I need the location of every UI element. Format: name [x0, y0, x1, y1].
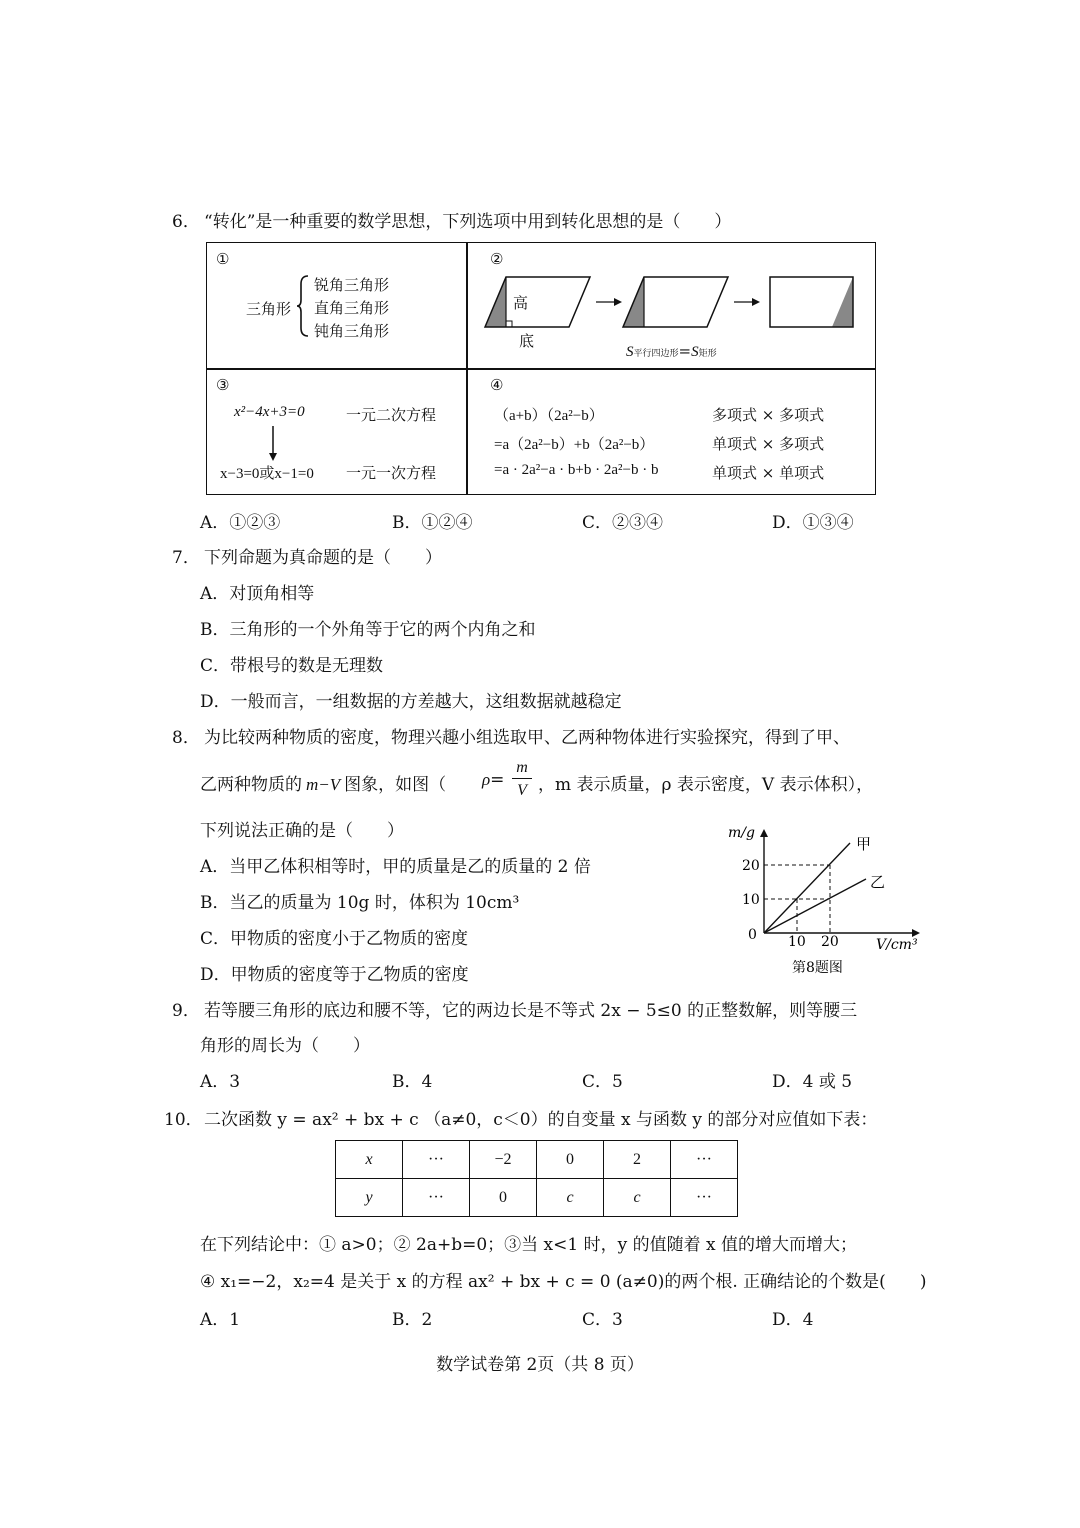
q8-option-b: B．当乙的质量为 10g 时，体积为 10cm³ — [200, 893, 520, 913]
q7-option-d: D．一般而言，一组数据的方差越大，这组数据就越稳定 — [200, 692, 622, 712]
table-row — [336, 1179, 738, 1217]
cell3-type2: 一元一次方程 — [346, 464, 437, 482]
x-axis-arrow-icon — [912, 929, 920, 937]
cell3-mark: ③ — [216, 376, 230, 394]
q10-conclusion-line2: ④ x₁=−2，x₂=4 是关于 x 的方程 ax² + bx + c = 0 (a≠0)的两个根. 正确结论的个数是( ) — [200, 1272, 927, 1292]
cell1-head: 三角形 — [246, 300, 292, 318]
q7-option-b: B．三角形的一个外角等于它的两个内角之和 — [200, 620, 536, 640]
table-row — [336, 1141, 738, 1179]
q10-stem: 二次函数 y = ax² + bx + c （a≠0，c＜0）的自变量 x 与函数 y 的部分对应值如下表： — [204, 1110, 878, 1130]
table-cell: y — [336, 1179, 403, 1217]
q10-option-d: D．4 — [772, 1310, 814, 1330]
cell2-area-formula: S平行四边形=S矩形 — [626, 342, 717, 360]
label-yi: 乙 — [870, 873, 886, 891]
cell2-base-label: 底 — [519, 332, 535, 350]
q10-option-b: B．2 — [392, 1310, 433, 1330]
q7-option-a: A．对顶角相等 — [200, 584, 315, 604]
x-axis-label: V/cm³ — [876, 937, 918, 953]
y-axis-arrow-icon — [760, 829, 768, 837]
cell4-line1: （a+b）（2a²−b） — [494, 408, 604, 424]
q6-option-d: D．①③④ — [772, 513, 854, 533]
line-jia — [764, 843, 850, 933]
table-cell: −2 — [470, 1141, 537, 1179]
q10-value-table — [335, 1140, 738, 1217]
q10-option-a: A．1 — [200, 1310, 241, 1330]
q10-conclusion-line1: 在下列结论中：① a>0；② 2a+b=0；③当 x<1 时，y 的值随着 x 值的增大而增大； — [200, 1235, 857, 1255]
page-footer: 数学试卷第 2页（共 8 页） — [436, 1355, 644, 1375]
q6-option-a: A．①②③ — [200, 513, 281, 533]
q7-stem: 下列命题为真命题的是（ ） — [204, 548, 442, 568]
q7-option-c: C．带根号的数是无理数 — [200, 656, 384, 676]
label-jia: 甲 — [856, 835, 872, 853]
table-cell: c — [537, 1179, 604, 1217]
table-cell: x — [336, 1141, 403, 1179]
cell1-item-3: 钝角三角形 — [314, 322, 390, 340]
q8-mv-graph — [720, 815, 930, 985]
y-axis-label: m/g — [728, 825, 755, 841]
q8-fraction: m V — [512, 757, 532, 802]
figure-caption: 第8题图 — [792, 960, 843, 976]
q7-number: 7． — [172, 548, 200, 568]
q9-stem-line2: 角形的周长为（ ） — [200, 1036, 370, 1056]
x-tick-20: 20 — [821, 934, 839, 950]
table-cell: 2 — [604, 1141, 671, 1179]
table-cell: c — [604, 1179, 671, 1217]
cell3-type1: 一元二次方程 — [346, 406, 437, 424]
y-tick-20: 20 — [742, 858, 760, 874]
cell4-type3: 单项式 × 单项式 — [712, 464, 825, 482]
table-cell: ··· — [671, 1179, 738, 1217]
q8-stem-line3: 下列说法正确的是（ ） — [200, 821, 404, 841]
cell4-type1: 多项式 × 多项式 — [712, 406, 825, 424]
cell3-eq1: x²−4x+3=0 — [234, 404, 305, 420]
right-angle-mark — [506, 321, 512, 327]
line-yi — [764, 879, 866, 933]
q8-option-d: D．甲物质的密度等于乙物质的密度 — [200, 965, 469, 985]
q6-option-c: C．②③④ — [582, 513, 664, 533]
q8-option-a: A．当甲乙体积相等时，甲的质量是乙的质量的 2 倍 — [200, 857, 591, 877]
q8-density-formula: ρ= — [482, 770, 505, 790]
origin-label: 0 — [748, 927, 757, 943]
cell4-type2: 单项式 × 多项式 — [712, 435, 825, 453]
arrow-right-icon — [614, 298, 622, 306]
q6-stem: “转化”是一种重要的数学思想，下列选项中用到转化思想的是（ ） — [204, 212, 732, 232]
cell4-mark: ④ — [490, 376, 504, 394]
q9-number: 9． — [172, 1001, 200, 1021]
q8-stem-line2-end: ，m 表示质量，ρ 表示密度，V 表示体积）， — [538, 775, 874, 795]
q6-number: 6． — [172, 212, 200, 232]
q9-option-a: A．3 — [200, 1072, 241, 1092]
q8-option-c: C．甲物质的密度小于乙物质的密度 — [200, 929, 469, 949]
q8-number: 8． — [172, 728, 200, 748]
table-cell: ··· — [403, 1179, 470, 1217]
q9-option-b: B．4 — [392, 1072, 433, 1092]
cell2-mark: ② — [490, 250, 504, 268]
cell1-mark: ① — [216, 250, 230, 268]
q10-number: 10． — [164, 1110, 203, 1130]
arrow-down-icon — [266, 426, 280, 462]
cell2-height-label: 高 — [513, 294, 529, 312]
table-cell: 0 — [537, 1141, 604, 1179]
q9-stem-line1: 若等腰三角形的底边和腰不等，它的两边长是不等式 2x − 5≤0 的正整数解，则等腰三 — [204, 1001, 858, 1021]
brace-icon — [296, 274, 310, 338]
table-cell: ··· — [671, 1141, 738, 1179]
cell3-eq2: x−3=0或x−1=0 — [220, 466, 314, 482]
y-tick-10: 10 — [742, 892, 760, 908]
x-tick-10: 10 — [788, 934, 806, 950]
q10-option-c: C．3 — [582, 1310, 623, 1330]
q8-stem-line2: 乙两种物质的 m−V 图象，如图（ — [200, 775, 447, 795]
cell4-line2: =a（2a²−b）+b（2a²−b） — [494, 437, 655, 453]
shaded-triangle-3 — [832, 277, 853, 327]
cell1-item-1: 锐角三角形 — [314, 276, 390, 294]
q9-option-d: D．4 或 5 — [772, 1072, 853, 1092]
table-cell: ··· — [403, 1141, 470, 1179]
arrow-right-icon — [752, 298, 760, 306]
table-cell: 0 — [470, 1179, 537, 1217]
q6-option-b: B．①②④ — [392, 513, 473, 533]
q9-option-c: C．5 — [582, 1072, 623, 1092]
q8-stem-line1: 为比较两种物质的密度，物理兴趣小组选取甲、乙两种物体进行实验探究，得到了甲、 — [204, 728, 850, 748]
cell4-line3: =a · 2a²−a · b+b · 2a²−b · b — [494, 462, 659, 478]
cell1-item-2: 直角三角形 — [314, 299, 390, 317]
